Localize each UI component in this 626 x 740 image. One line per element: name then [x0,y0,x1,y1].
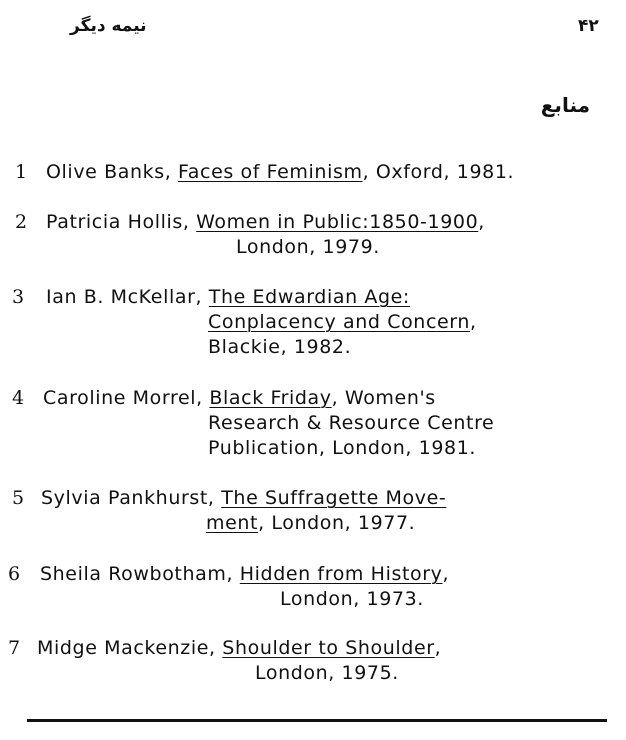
reference-number: 7 [8,637,21,659]
reference-title: Shoulder to Shoulder [222,637,435,659]
reference-title-continued: ment [206,512,259,534]
reference-number: 6 [8,563,21,585]
reference-author: Midge Mackenzie, [37,637,216,659]
reference-author: Olive Banks, [46,161,172,183]
reference-publication: , Oxford, 1981. [362,161,515,183]
section-title: منابع [540,93,590,117]
reference-title: The Edwardian Age: [208,286,410,308]
reference-number: 4 [12,387,25,409]
reference-title: Hidden from History [239,563,443,585]
reference-author: Sylvia Pankhurst, [41,487,215,509]
running-header-title: نیمه دیگر [70,16,147,36]
reference-title-continued: Conplacency and Concern [208,311,470,333]
reference-publication: , London, 1977. [258,512,416,534]
reference-title: The Suffragette Move- [221,487,447,509]
reference-publication: London, 1979. [236,236,380,258]
reference-publication: Blackie, 1982. [208,336,352,358]
reference-number: 2 [15,211,28,233]
reference-title: Women in Public:1850-1900 [196,211,479,233]
reference-number: 3 [12,286,25,308]
reference-title: Faces of Feminism [178,161,363,183]
reference-author: Sheila Rowbotham, [40,563,234,585]
reference-publication: London, 1973. [280,588,424,610]
reference-author: Caroline Morrel, [43,387,203,409]
reference-number: 5 [12,487,25,509]
reference-publisher: Research & Resource Centre [208,412,495,434]
page-number: ۴۲ [578,16,599,36]
reference-author: Ian B. McKellar, [46,286,203,308]
reference-number: 1 [15,161,28,183]
footer-rule [27,719,607,722]
reference-publication: Publication, London, 1981. [208,437,477,459]
reference-title: Black Friday [209,387,332,409]
reference-author: Patricia Hollis, [46,211,190,233]
reference-publication: London, 1975. [255,662,399,684]
